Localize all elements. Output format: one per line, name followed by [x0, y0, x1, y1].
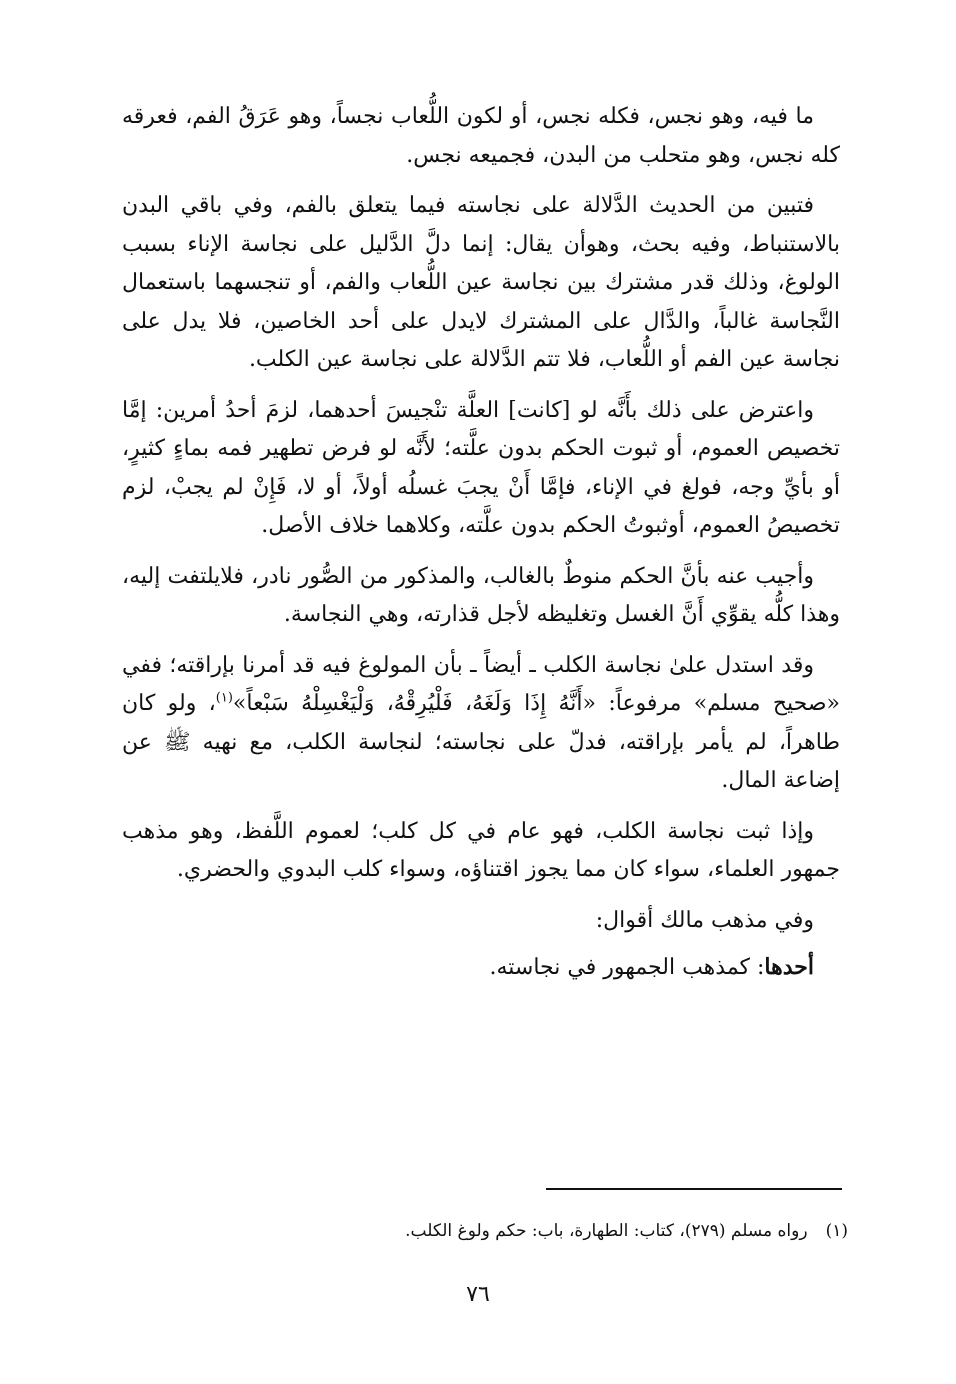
paragraph-3: واعترض على ذلك بأَنَّه لو [كانت] العلَّة تنْجيسَ أحدهما، لزمَ أحدُ أمرين: إمَّا تخصيص العموم، أو ثبوت الحكم بدون علَّته؛ لأَنَّه لو فرض تطهير فمه بماءٍ كثيرٍ، أو بأيِّ وجه، فولغ في الإناء، فإمَّا أَنْ يجبَ غسلُه أولاً، أو لا، فَإِنْ لم يجبْ، لزم تخصيصُ العموم، أوثبوتُ الحكم بدون علَّته، وكلاهما خلاف الأصل.	[122, 397, 840, 538]
footnote-number: (١)	[825, 1221, 848, 1241]
paragraph-8-rest: : كمذهب الجمهور في نجاسته.	[489, 955, 765, 980]
page-number: ٧٦	[466, 1282, 490, 1307]
body-text	[122, 98, 840, 1000]
footnote	[300, 1218, 848, 1244]
paragraph-5-text-after: ، ولو كان طاهراً، لم يأمر بإراقته، فدلّ على نجاسته؛ لنجاسة الكلب، مع نهيه ﷺ عن إضاعة المال.	[122, 691, 840, 793]
footnote-divider	[546, 1188, 842, 1190]
paragraph-5-text-before: وقد استدل علىٰ نجاسة الكلب ـ أيضاً ـ بأن المولوغ فيه قد أمرنا بإراقته؛ ففي «صحيح مسلم» مرفوعاً: «أَنَّهُ إِذَا وَلَغَهُ، فَلْيُرِقْهُ، وَلْيَغْسِلْهُ سَبْعاً»	[122, 652, 840, 716]
paragraph-7: وفي مذهب مالك أقوال:	[595, 907, 814, 933]
paragraph-2: فتبين من الحديث الدَّلالة على نجاسته فيما يتعلق بالفم، وفي باقي البدن بالاستنباط، وفيه بحث، وهوأن يقال: إنما دلَّ الدَّليل على نجاسة الإناء بسبب الولوغ، وذلك قدر مشترك بين نجاسة عين اللُّعاب والفم، أو تنجسهما باستعمال النَّجاسة غالباً، والدَّال على المشترك لايدل على أحد الخاصين، فلا يدل على نجاسة عين الفم أو اللُّعاب، فلا تتم الدَّلالة على نجاسة عين الكلب.	[122, 193, 840, 372]
footnote-reference: (١)	[215, 690, 233, 706]
paragraph-4: وأجيب عنه بأنَّ الحكم منوطٌ بالغالب، والمذكور من الصُّور نادر، فلايلتفت إليه، وهذا كلُّه يقوِّي أَنَّ الغسل وتغليظه لأجل قذارته، وهي النجاسة.	[122, 563, 840, 627]
paragraph-8-bold-lead: أحدها	[764, 954, 814, 980]
paragraph-6: وإذا ثبت نجاسة الكلب، فهو عام في كل كلب؛ لعموم اللَّفظ، وهو مذهب جمهور العلماء، سواء كان مما يجوز اقتناؤه، وسواء كلب البدوي والحضري.	[122, 818, 840, 882]
footnote-text: رواه مسلم (٢٧٩)، كتاب: الطهارة، باب: حكم ولوغ الكلب.	[405, 1221, 808, 1241]
paragraph-8	[122, 948, 840, 988]
paragraph-1: ما فيه، وهو نجس، فكله نجس، أو لكون اللُّعاب نجساً، وهو عَرَقُ الفم، فعرقه كله نجس، وهو متحلب من البدن، فجميعه نجس.	[122, 104, 840, 168]
paragraph-5	[122, 647, 840, 801]
